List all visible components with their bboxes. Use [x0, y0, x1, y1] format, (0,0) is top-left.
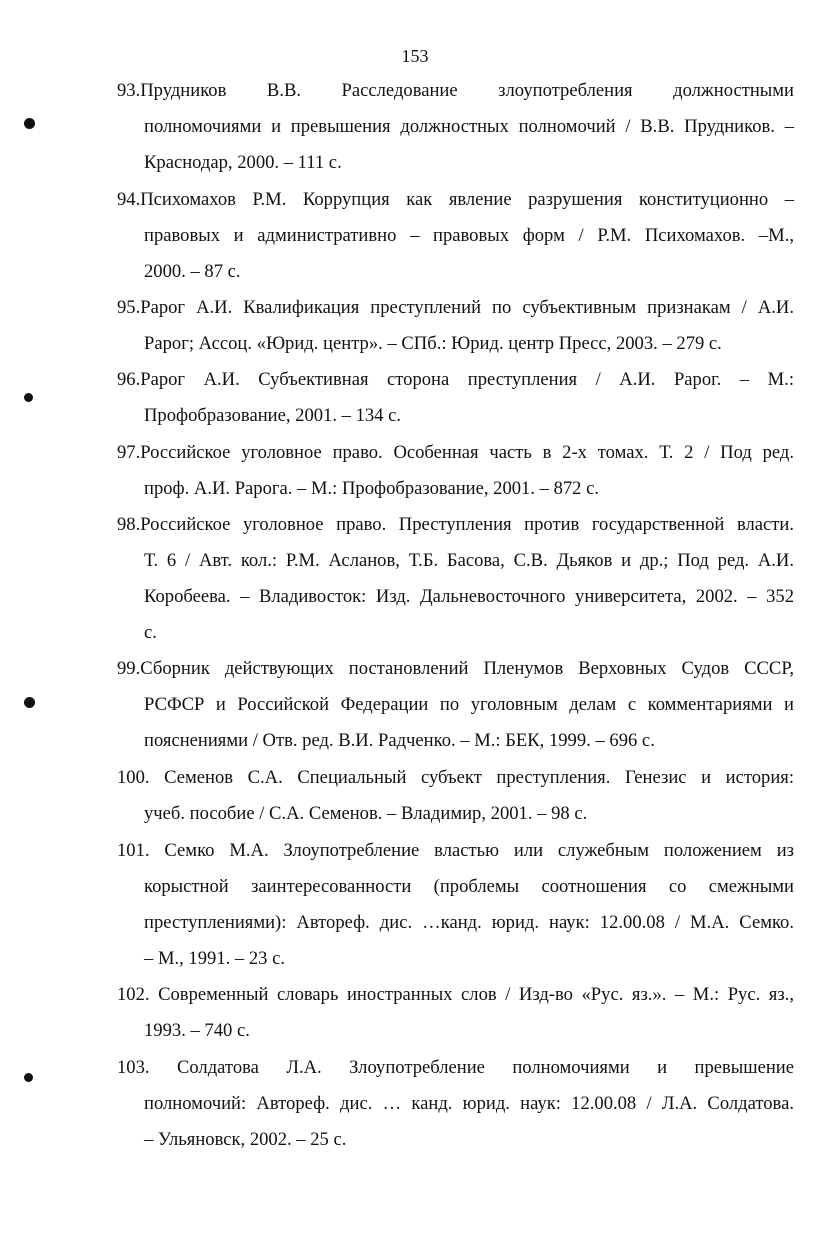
reference-line: 2000. – 87 с.: [144, 261, 241, 282]
reference-entry: [117, 73, 794, 181]
reference-line: 93.Прудников В.В. Расследование злоупотребления должностными: [117, 80, 794, 101]
reference-line: учеб. пособие / С.А. Семенов. – Владимир, 2001. – 98 с.: [144, 803, 588, 824]
reference-entry: [117, 435, 794, 507]
reference-entry: [117, 507, 794, 651]
reference-line: корыстной заинтересованности (проблемы соотношения со смежными: [144, 876, 794, 897]
reference-line: Коробеева. – Владивосток: Изд. Дальневосточного университета, 2002. – 352: [144, 586, 794, 607]
reference-line: преступлениями): Автореф. дис. …канд. юрид. наук: 12.00.08 / М.А. Семко.: [144, 912, 794, 933]
reference-line: Краснодар, 2000. – 111 с.: [144, 152, 342, 173]
reference-line: правовых и административно – правовых форм / Р.М. Психомахов. –М.,: [144, 225, 794, 246]
reference-entry: [117, 651, 794, 759]
reference-line: 95.Рарог А.И. Квалификация преступлений по субъективным признакам / А.И.: [117, 297, 794, 318]
margin-mark: [24, 697, 35, 708]
reference-line: Рарог; Ассоц. «Юрид. центр». – СПб.: Юрид. центр Пресс, 2003. – 279 с.: [144, 333, 722, 354]
reference-line: пояснениями / Отв. ред. В.И. Радченко. – М.: БЕК, 1999. – 696 с.: [144, 730, 655, 751]
reference-line: 97.Российское уголовное право. Особенная часть в 2-х томах. Т. 2 / Под ред.: [117, 442, 794, 463]
reference-entry: [117, 182, 794, 290]
reference-line: РСФСР и Российской Федерации по уголовным делам с комментариями и: [144, 694, 794, 715]
reference-line: 100. Семенов С.А. Специальный субъект преступления. Генезис и история:: [117, 767, 794, 788]
reference-line: проф. А.И. Рарога. – М.: Профобразование, 2001. – 872 с.: [144, 478, 600, 499]
margin-mark: [24, 1073, 33, 1082]
reference-entry: [117, 760, 794, 832]
margin-mark: [24, 393, 33, 402]
reference-line: – Ульяновск, 2002. – 25 с.: [144, 1129, 347, 1150]
reference-line: 102. Современный словарь иностранных слов / Изд-во «Рус. яз.». – М.: Рус. яз.,: [117, 984, 794, 1005]
reference-entry: [117, 833, 794, 977]
reference-line: Профобразование, 2001. – 134 с.: [144, 405, 402, 426]
reference-entry: [117, 1050, 794, 1158]
reference-line: 103. Солдатова Л.А. Злоупотребление полномочиями и превышение: [117, 1057, 794, 1078]
reference-entry: [117, 977, 794, 1049]
reference-line: 94.Психомахов Р.М. Коррупция как явление разрушения конституционно –: [117, 189, 794, 210]
reference-line: – М., 1991. – 23 с.: [144, 948, 285, 969]
reference-line: 99.Сборник действующих постановлений Пленумов Верховных Судов СССР,: [117, 658, 794, 679]
reference-entry: [117, 290, 794, 362]
reference-entry: [117, 362, 794, 434]
reference-line: Т. 6 / Авт. кол.: Р.М. Асланов, Т.Б. Басова, С.В. Дьяков и др.; Под ред. А.И.: [144, 550, 794, 571]
reference-line: полномочий: Автореф. дис. … канд. юрид. наук: 12.00.08 / Л.А. Солдатова.: [144, 1093, 794, 1114]
reference-line: 98.Российское уголовное право. Преступления против государственной власти.: [117, 514, 794, 535]
margin-mark: [24, 118, 35, 129]
reference-line: 96.Рарог А.И. Субъективная сторона преступления / А.И. Рарог. – М.:: [117, 369, 794, 390]
reference-line: 101. Семко М.А. Злоупотребление властью или служебным положением из: [117, 840, 794, 861]
reference-line: 1993. – 740 с.: [144, 1020, 250, 1041]
reference-line: полномочиями и превышения должностных полномочий / В.В. Прудников. –: [144, 116, 794, 137]
page-number: 153: [401, 46, 429, 66]
reference-line: с.: [144, 622, 157, 643]
